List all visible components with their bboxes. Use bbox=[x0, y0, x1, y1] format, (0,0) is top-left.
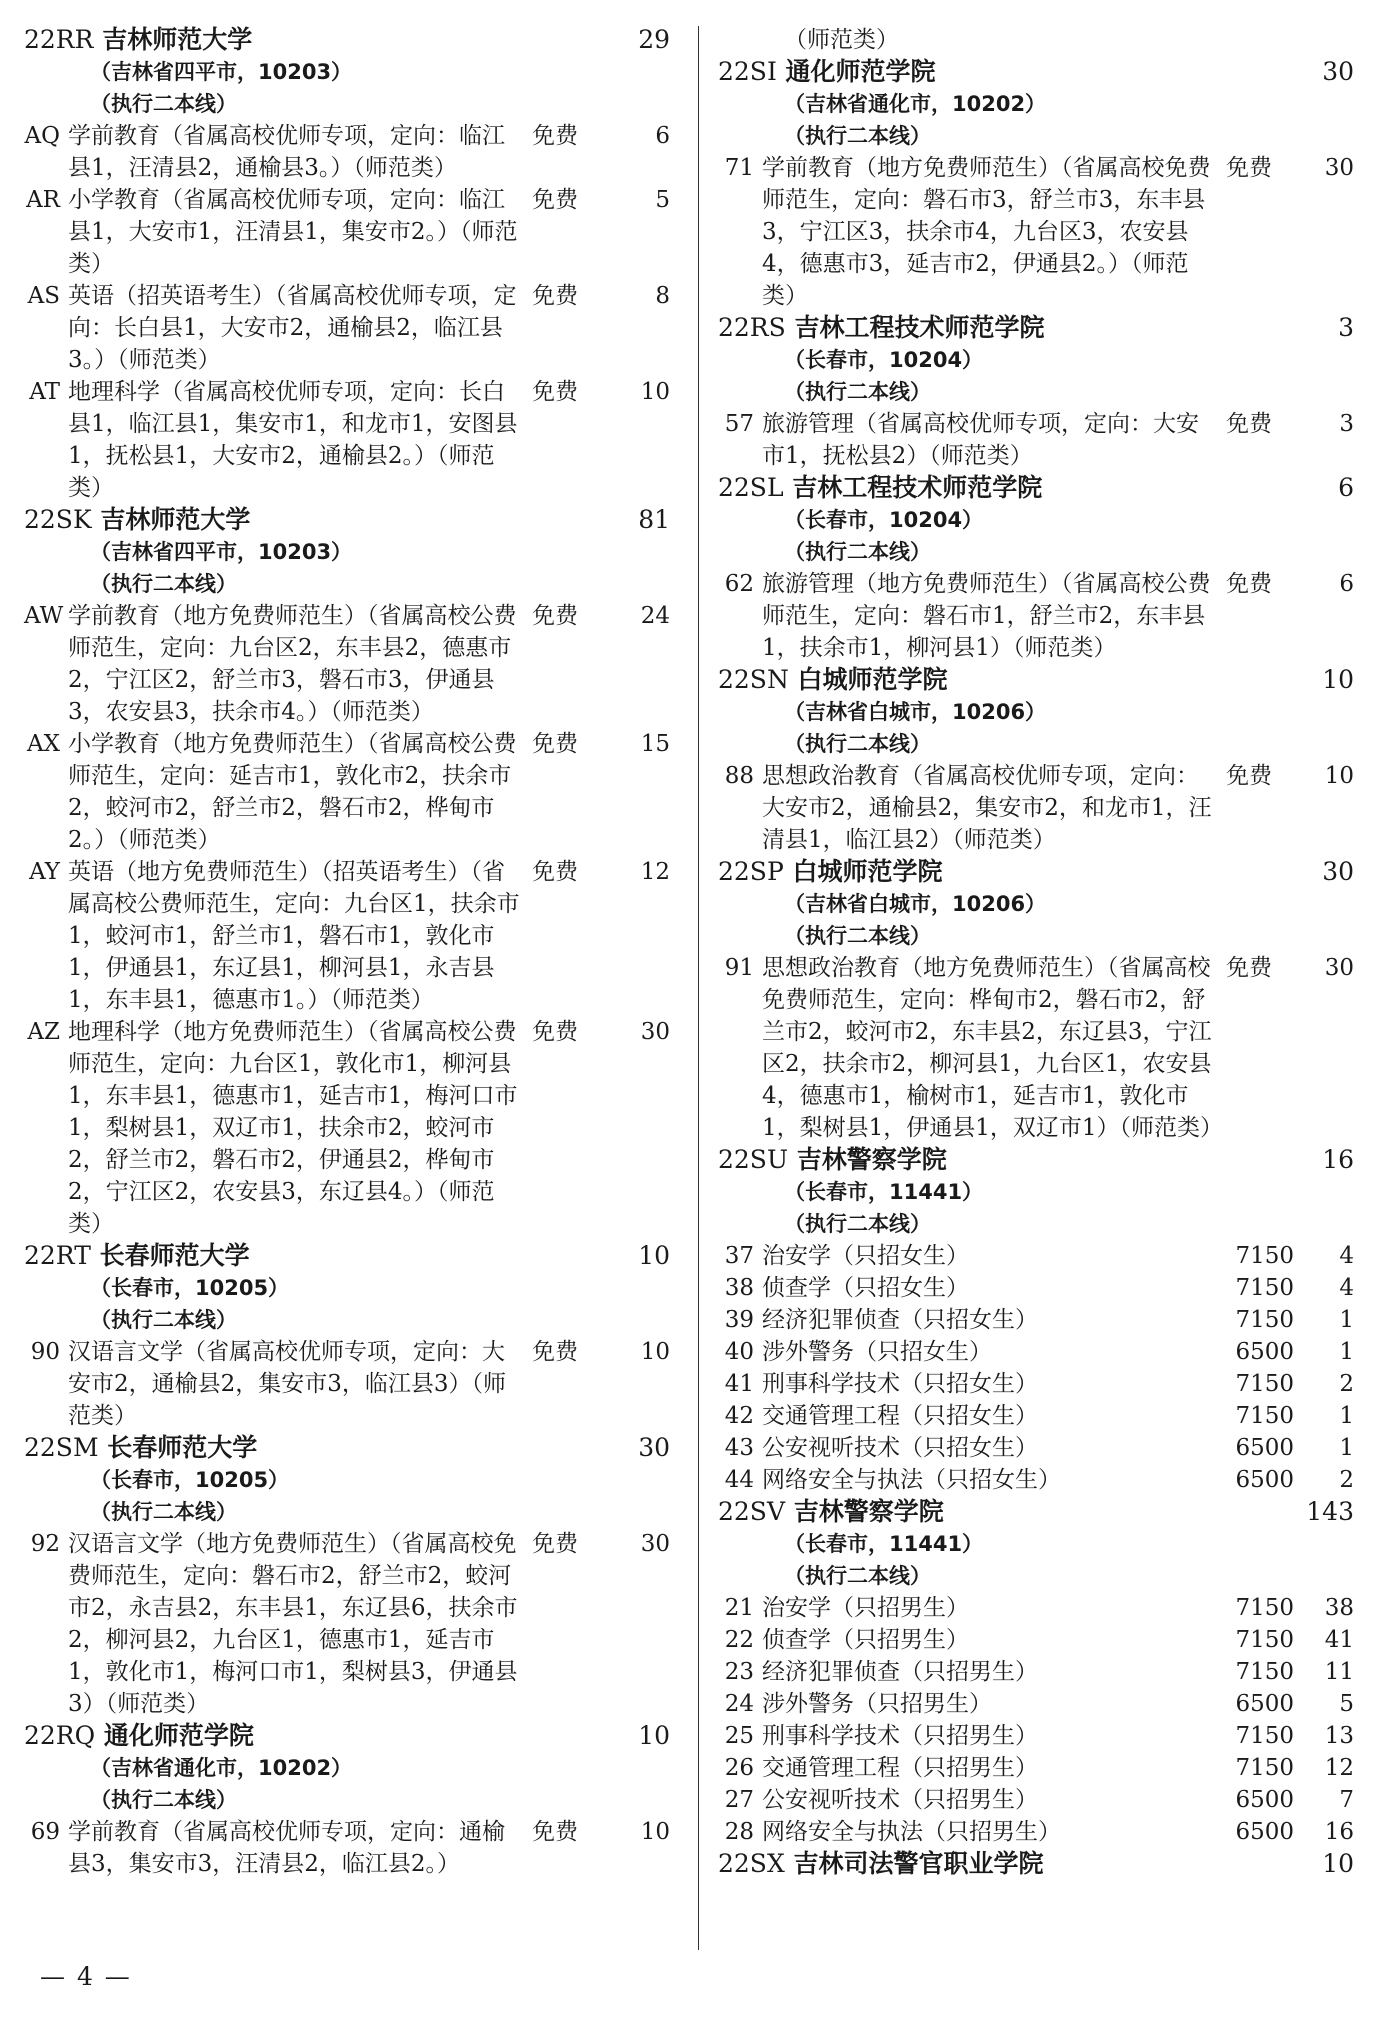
major-quota: 16 bbox=[1324, 1819, 1354, 1845]
major-quota: 4 bbox=[1339, 1275, 1354, 1301]
major-row bbox=[24, 856, 680, 1016]
school-line: （执行二本线） bbox=[784, 924, 931, 948]
school-block bbox=[24, 24, 680, 504]
major-quota: 1 bbox=[1339, 1339, 1354, 1365]
major-row bbox=[24, 376, 680, 504]
major-code: 38 bbox=[724, 1275, 754, 1301]
school-line: （执行二本线） bbox=[90, 92, 237, 116]
major-fee: 7150 bbox=[1235, 1403, 1294, 1429]
school-line: （执行二本线） bbox=[784, 732, 931, 756]
school-block bbox=[718, 1848, 1364, 1880]
school-title bbox=[718, 312, 1045, 344]
school-title bbox=[718, 1496, 944, 1528]
school-block bbox=[24, 1432, 680, 1720]
major-fee: 免费 bbox=[1226, 763, 1272, 789]
major-code: 44 bbox=[724, 1467, 754, 1493]
school-name: 白城师范学院 bbox=[797, 665, 948, 694]
page-number: — 4 — bbox=[40, 1962, 132, 1991]
major-quota: 7 bbox=[1339, 1787, 1354, 1813]
school-title bbox=[24, 1720, 254, 1752]
school-location: （吉林省通化市，10202） bbox=[784, 92, 1047, 116]
school-block bbox=[718, 1144, 1364, 1496]
major-desc: 学前教育（省属高校优师专项，定向：通榆县3，集安市3，汪清县2，临江县2。） bbox=[68, 1819, 505, 1877]
school-name: 吉林工程技术师范学院 bbox=[794, 313, 1045, 342]
major-desc: 小学教育（省属高校优师专项，定向：临江县1，大安市1，汪清县1，集安市2。）（师范类） bbox=[68, 187, 518, 277]
major-code: 62 bbox=[724, 571, 754, 597]
school-count: 10 bbox=[638, 1721, 670, 1750]
major-desc: 公安视听技术（只招女生） bbox=[762, 1435, 1038, 1461]
school-title bbox=[718, 664, 948, 696]
major-quota: 11 bbox=[1324, 1659, 1354, 1685]
major-quota: 10 bbox=[1324, 763, 1354, 789]
school-location: （长春市，10204） bbox=[784, 508, 984, 532]
school-location: （长春市，10205） bbox=[90, 1276, 290, 1300]
major-quota: 10 bbox=[640, 1339, 670, 1365]
school-block bbox=[718, 472, 1364, 664]
school-line: （执行二本线） bbox=[90, 572, 237, 596]
school-title bbox=[24, 504, 250, 536]
major-code: 26 bbox=[724, 1755, 754, 1781]
major-quota: 1 bbox=[1339, 1307, 1354, 1333]
school-code: 22RT bbox=[24, 1241, 91, 1270]
major-fee: 免费 bbox=[532, 731, 578, 757]
school-line: （执行二本线） bbox=[784, 1212, 931, 1236]
major-fee: 6500 bbox=[1235, 1787, 1294, 1813]
major-row bbox=[24, 1336, 680, 1432]
major-fee: 7150 bbox=[1235, 1243, 1294, 1269]
school-count: 81 bbox=[638, 505, 670, 534]
major-fee: 7150 bbox=[1235, 1755, 1294, 1781]
major-desc: 英语（地方免费师范生）（招英语考生）（省属高校公费师范生，定向：九台区1，扶余市1，蛟河市1，舒兰市1，磐石市1，敦化市1，伊通县1，东辽县1，柳河县1，永吉县1，东丰县1，德惠市1。）（师范类） bbox=[68, 859, 520, 1013]
school-title bbox=[718, 1144, 947, 1176]
school-location: （吉林省通化市，10202） bbox=[90, 1756, 353, 1780]
school-header bbox=[718, 312, 1364, 344]
major-row bbox=[718, 1304, 1364, 1336]
major-fee: 7150 bbox=[1235, 1595, 1294, 1621]
major-desc: 小学教育（地方免费师范生）（省属高校公费师范生，定向：延吉市1，敦化市2，扶余市2，蛟河市2，舒兰市2，磐石市2，桦甸市2。）（师范类） bbox=[68, 731, 517, 853]
major-code: AS bbox=[27, 283, 60, 309]
major-code: AQ bbox=[24, 123, 60, 149]
major-fee: 免费 bbox=[532, 1339, 578, 1365]
major-fee: 免费 bbox=[532, 123, 578, 149]
major-code: 92 bbox=[30, 1531, 60, 1557]
major-fee: 7150 bbox=[1235, 1659, 1294, 1685]
school-code: 22SN bbox=[718, 665, 789, 694]
school-code: 22SM bbox=[24, 1433, 99, 1462]
school-header bbox=[24, 24, 680, 56]
school-location: （吉林省四平市，10203） bbox=[90, 540, 353, 564]
major-fee: 免费 bbox=[1226, 955, 1272, 981]
school-block bbox=[718, 664, 1364, 856]
major-quota: 2 bbox=[1339, 1467, 1354, 1493]
major-fee: 7150 bbox=[1235, 1723, 1294, 1749]
major-code: 69 bbox=[30, 1819, 60, 1845]
school-code: 22SU bbox=[718, 1145, 789, 1174]
major-desc: 网络安全与执法（只招女生） bbox=[762, 1467, 1061, 1493]
major-quota: 4 bbox=[1339, 1243, 1354, 1269]
school-name: 吉林警察学院 bbox=[796, 1145, 947, 1174]
major-fee: 免费 bbox=[532, 187, 578, 213]
major-row bbox=[718, 1816, 1364, 1848]
major-code: 24 bbox=[724, 1691, 754, 1717]
major-code: 25 bbox=[724, 1723, 754, 1749]
major-desc: 思想政治教育（地方免费师范生）（省属高校免费师范生，定向：桦甸市2，磐石市2，舒兰市2，蛟河市2，东丰县2，东辽县3，宁江区2，扶余市2，柳河县1，九台区1，农安县4，德惠市1，榆树市1，延吉市1，敦化市1，梨树县1，伊通县1，双辽市1）（师范类） bbox=[762, 955, 1224, 1141]
major-desc: 汉语言文学（省属高校优师专项，定向：大安市2，通榆县2，集安市3，临江县3）（师范类） bbox=[68, 1339, 507, 1429]
major-fee: 免费 bbox=[532, 1019, 578, 1045]
major-code: 22 bbox=[724, 1627, 754, 1653]
major-row bbox=[718, 152, 1364, 312]
school-location: （长春市，11441） bbox=[784, 1532, 984, 1556]
school-count: 6 bbox=[1338, 473, 1354, 502]
major-code: 28 bbox=[724, 1819, 754, 1845]
major-desc: 交通管理工程（只招女生） bbox=[762, 1403, 1038, 1429]
major-desc: 地理科学（地方免费师范生）（省属高校公费师范生，定向：九台区1，敦化市1，柳河县1，东丰县1，德惠市1，延吉市1，梅河口市1，梨树县1，双辽市1，扶余市2，蛟河市2，舒兰市2，磐石市2，伊通县2，桦甸市2，宁江区2，农安县3，东辽县4。）（师范类） bbox=[68, 1019, 518, 1237]
school-code: 22SL bbox=[718, 473, 784, 502]
major-row bbox=[718, 1240, 1364, 1272]
column-divider bbox=[698, 26, 699, 1950]
major-desc: 网络安全与执法（只招男生） bbox=[762, 1819, 1061, 1845]
major-row bbox=[718, 1336, 1364, 1368]
major-code: 39 bbox=[724, 1307, 754, 1333]
major-code: 40 bbox=[724, 1339, 754, 1365]
major-code: 42 bbox=[724, 1403, 754, 1429]
major-desc: 思想政治教育（省属高校优师专项，定向：大安市2，通榆县2，集安市2，和龙市1，汪清县1，临江县2）（师范类） bbox=[762, 763, 1212, 853]
major-desc: 刑事科学技术（只招男生） bbox=[762, 1723, 1038, 1749]
school-line: （执行二本线） bbox=[784, 380, 931, 404]
major-desc: 学前教育（地方免费师范生）（省属高校免费师范生，定向：磐石市3，舒兰市3，东丰县3，宁江区3，扶余市4，九台区3，农安县4，德惠市3，延吉市2，伊通县2。）（师范类） bbox=[762, 155, 1211, 309]
major-desc: 旅游管理（地方免费师范生）（省属高校公费师范生，定向：磐石市1，舒兰市2，东丰县1，扶余市1，柳河县1）（师范类） bbox=[762, 571, 1211, 661]
major-quota: 30 bbox=[1324, 155, 1354, 181]
school-location: （吉林省四平市，10203） bbox=[90, 60, 353, 84]
major-row bbox=[718, 1368, 1364, 1400]
school-title bbox=[24, 1432, 257, 1464]
major-fee: 免费 bbox=[532, 603, 578, 629]
major-row bbox=[24, 1816, 680, 1880]
major-quota: 30 bbox=[1324, 955, 1354, 981]
major-quota: 10 bbox=[640, 379, 670, 405]
school-name: 长春师范大学 bbox=[99, 1241, 250, 1270]
major-row bbox=[718, 1752, 1364, 1784]
school-name: 通化师范学院 bbox=[785, 57, 936, 86]
school-line: （执行二本线） bbox=[90, 1308, 237, 1332]
school-code: 22SV bbox=[718, 1497, 785, 1526]
major-fee: 免费 bbox=[532, 1819, 578, 1845]
major-row bbox=[718, 1272, 1364, 1304]
major-quota: 6 bbox=[655, 123, 670, 149]
major-quota: 10 bbox=[640, 1819, 670, 1845]
major-fee: 6500 bbox=[1235, 1691, 1294, 1717]
school-line: （执行二本线） bbox=[90, 1788, 237, 1812]
major-code: AY bbox=[29, 859, 60, 885]
major-row bbox=[718, 1400, 1364, 1432]
major-row bbox=[718, 408, 1364, 472]
major-desc: 涉外警务（只招女生） bbox=[762, 1339, 992, 1365]
major-fee: 6500 bbox=[1235, 1467, 1294, 1493]
school-block bbox=[24, 1240, 680, 1432]
major-code: 91 bbox=[724, 955, 754, 981]
school-header bbox=[24, 1432, 680, 1464]
school-header bbox=[718, 472, 1364, 504]
major-quota: 1 bbox=[1339, 1403, 1354, 1429]
major-quota: 13 bbox=[1324, 1723, 1354, 1749]
major-row bbox=[24, 120, 680, 184]
major-quota: 12 bbox=[1324, 1755, 1354, 1781]
major-code: 88 bbox=[724, 763, 754, 789]
major-fee: 免费 bbox=[532, 1531, 578, 1557]
major-quota: 24 bbox=[640, 603, 670, 629]
major-row bbox=[24, 280, 680, 376]
major-quota: 6 bbox=[1339, 571, 1354, 597]
major-quota: 1 bbox=[1339, 1435, 1354, 1461]
major-desc: 英语（招英语考生）（省属高校优师专项，定向：长白县1，大安市2，通榆县2，临江县3。）（师范类） bbox=[68, 283, 517, 373]
school-count: 3 bbox=[1338, 313, 1354, 342]
school-code: 22RS bbox=[718, 313, 786, 342]
continued-text: （师范类） bbox=[784, 27, 899, 53]
school-name: 吉林司法警官职业学院 bbox=[793, 1849, 1044, 1878]
school-title bbox=[718, 856, 943, 888]
school-name: 吉林师范大学 bbox=[102, 25, 253, 54]
school-count: 10 bbox=[638, 1241, 670, 1270]
major-fee: 免费 bbox=[532, 379, 578, 405]
school-count: 29 bbox=[638, 25, 670, 54]
school-block bbox=[718, 312, 1364, 472]
major-code: 37 bbox=[724, 1243, 754, 1269]
major-row bbox=[718, 952, 1364, 1144]
major-desc: 经济犯罪侦查（只招男生） bbox=[762, 1659, 1038, 1685]
major-desc: 学前教育（省属高校优师专项，定向：临江县1，汪清县2，通榆县3。）（师范类） bbox=[68, 123, 505, 181]
major-fee: 7150 bbox=[1235, 1627, 1294, 1653]
major-quota: 12 bbox=[640, 859, 670, 885]
school-code: 22SP bbox=[718, 857, 784, 886]
major-row bbox=[24, 728, 680, 856]
major-quota: 2 bbox=[1339, 1371, 1354, 1397]
major-quota: 30 bbox=[640, 1531, 670, 1557]
major-code: 57 bbox=[724, 411, 754, 437]
school-title bbox=[718, 472, 1042, 504]
major-row bbox=[718, 760, 1364, 856]
major-desc: 侦查学（只招男生） bbox=[762, 1627, 969, 1653]
school-header bbox=[718, 1848, 1364, 1880]
major-fee: 免费 bbox=[1226, 411, 1272, 437]
school-name: 长春师范大学 bbox=[107, 1433, 258, 1462]
major-quota: 15 bbox=[640, 731, 670, 757]
major-code: AW bbox=[24, 603, 64, 629]
major-desc: 旅游管理（省属高校优师专项，定向：大安市1，抚松县2）（师范类） bbox=[762, 411, 1199, 469]
major-code: 23 bbox=[724, 1659, 754, 1685]
major-fee: 7150 bbox=[1235, 1307, 1294, 1333]
school-header bbox=[718, 1144, 1364, 1176]
major-row bbox=[24, 1528, 680, 1720]
major-quota: 30 bbox=[640, 1019, 670, 1045]
school-count: 30 bbox=[1322, 57, 1354, 86]
school-title bbox=[24, 24, 252, 56]
school-line: （执行二本线） bbox=[784, 540, 931, 564]
school-count: 10 bbox=[1322, 665, 1354, 694]
major-desc: 治安学（只招男生） bbox=[762, 1595, 969, 1621]
major-fee: 7150 bbox=[1235, 1275, 1294, 1301]
major-desc: 刑事科学技术（只招女生） bbox=[762, 1371, 1038, 1397]
school-code: 22RQ bbox=[24, 1721, 96, 1750]
major-fee: 6500 bbox=[1235, 1339, 1294, 1365]
major-row bbox=[718, 568, 1364, 664]
major-code: AT bbox=[29, 379, 60, 405]
major-fee: 7150 bbox=[1235, 1371, 1294, 1397]
school-block bbox=[24, 504, 680, 1240]
major-desc: 涉外警务（只招男生） bbox=[762, 1691, 992, 1717]
school-header bbox=[718, 1496, 1364, 1528]
major-fee: 免费 bbox=[532, 283, 578, 309]
major-desc: 汉语言文学（地方免费师范生）（省属高校免费师范生，定向：磐石市2，舒兰市2，蛟河市2，永吉县2，东丰县1，东辽县6，扶余市2，柳河县2，九台区1，德惠市1，延吉市1，敦化市1，梅河口市1，梨树县3，伊通县3）（师范类） bbox=[68, 1531, 518, 1717]
major-quota: 38 bbox=[1324, 1595, 1354, 1621]
left-column bbox=[24, 24, 680, 1880]
major-row bbox=[24, 184, 680, 280]
major-code: 41 bbox=[724, 1371, 754, 1397]
major-code: 27 bbox=[724, 1787, 754, 1813]
school-header bbox=[718, 664, 1364, 696]
major-code: AX bbox=[27, 731, 60, 757]
school-header bbox=[24, 504, 680, 536]
major-fee: 免费 bbox=[532, 859, 578, 885]
major-desc: 经济犯罪侦查（只招女生） bbox=[762, 1307, 1038, 1333]
school-name: 吉林师范大学 bbox=[100, 505, 251, 534]
school-location: （长春市，11441） bbox=[784, 1180, 984, 1204]
school-code: 22RR bbox=[24, 25, 94, 54]
school-block bbox=[718, 856, 1364, 1144]
school-count: 143 bbox=[1306, 1497, 1354, 1526]
major-fee: 6500 bbox=[1235, 1435, 1294, 1461]
major-quota: 5 bbox=[1339, 1691, 1354, 1717]
school-header bbox=[24, 1720, 680, 1752]
major-desc: 交通管理工程（只招男生） bbox=[762, 1755, 1038, 1781]
major-code: AZ bbox=[27, 1019, 60, 1045]
major-code: 43 bbox=[724, 1435, 754, 1461]
school-count: 10 bbox=[1322, 1849, 1354, 1878]
school-header bbox=[718, 856, 1364, 888]
major-desc: 治安学（只招女生） bbox=[762, 1243, 969, 1269]
major-row bbox=[718, 1432, 1364, 1464]
school-line: （执行二本线） bbox=[784, 124, 931, 148]
major-row bbox=[718, 1720, 1364, 1752]
major-quota: 41 bbox=[1324, 1627, 1354, 1653]
school-location: （长春市，10205） bbox=[90, 1468, 290, 1492]
major-code: 21 bbox=[724, 1595, 754, 1621]
school-count: 30 bbox=[1322, 857, 1354, 886]
school-code: 22SK bbox=[24, 505, 92, 534]
major-fee: 6500 bbox=[1235, 1819, 1294, 1845]
school-location: （吉林省白城市，10206） bbox=[784, 700, 1047, 724]
school-title bbox=[24, 1240, 250, 1272]
major-row bbox=[718, 1688, 1364, 1720]
major-quota: 5 bbox=[655, 187, 670, 213]
major-row bbox=[24, 1016, 680, 1240]
school-code: 22SX bbox=[718, 1849, 785, 1878]
school-block bbox=[718, 1496, 1364, 1848]
major-quota: 3 bbox=[1339, 411, 1354, 437]
major-desc: 侦查学（只招女生） bbox=[762, 1275, 969, 1301]
major-fee: 免费 bbox=[1226, 155, 1272, 181]
school-count: 16 bbox=[1322, 1145, 1354, 1174]
major-fee: 免费 bbox=[1226, 571, 1272, 597]
major-quota: 8 bbox=[655, 283, 670, 309]
major-desc: 学前教育（地方免费师范生）（省属高校公费师范生，定向：九台区2，东丰县2，德惠市2，宁江区2，舒兰市3，磐石市3，伊通县3，农安县3，扶余市4。）（师范类） bbox=[68, 603, 517, 725]
school-block bbox=[24, 1720, 680, 1880]
school-title bbox=[718, 56, 936, 88]
major-row bbox=[718, 1624, 1364, 1656]
major-code: 90 bbox=[30, 1339, 60, 1365]
school-location: （吉林省白城市，10206） bbox=[784, 892, 1047, 916]
school-block bbox=[718, 56, 1364, 312]
major-row bbox=[718, 1464, 1364, 1496]
major-code: AR bbox=[26, 187, 60, 213]
major-desc: 地理科学（省属高校优师专项，定向：长白县1，临江县1，集安市1，和龙市1，安图县1，抚松县1，大安市2，通榆县2。）（师范类） bbox=[68, 379, 518, 501]
school-name: 通化师范学院 bbox=[103, 1721, 254, 1750]
major-row bbox=[718, 1784, 1364, 1816]
major-row bbox=[24, 600, 680, 728]
major-row bbox=[718, 1656, 1364, 1688]
major-desc: 公安视听技术（只招男生） bbox=[762, 1787, 1038, 1813]
school-name: 吉林警察学院 bbox=[793, 1497, 944, 1526]
school-count: 30 bbox=[638, 1433, 670, 1462]
major-code: 71 bbox=[724, 155, 754, 181]
school-code: 22SI bbox=[718, 57, 777, 86]
school-location: （长春市，10204） bbox=[784, 348, 984, 372]
school-line: （执行二本线） bbox=[90, 1500, 237, 1524]
right-column bbox=[718, 24, 1364, 1880]
school-header bbox=[718, 56, 1364, 88]
school-name: 白城师范学院 bbox=[792, 857, 943, 886]
school-header bbox=[24, 1240, 680, 1272]
school-name: 吉林工程技术师范学院 bbox=[792, 473, 1043, 502]
major-row bbox=[718, 1592, 1364, 1624]
school-title bbox=[718, 1848, 1043, 1880]
school-line: （执行二本线） bbox=[784, 1564, 931, 1588]
